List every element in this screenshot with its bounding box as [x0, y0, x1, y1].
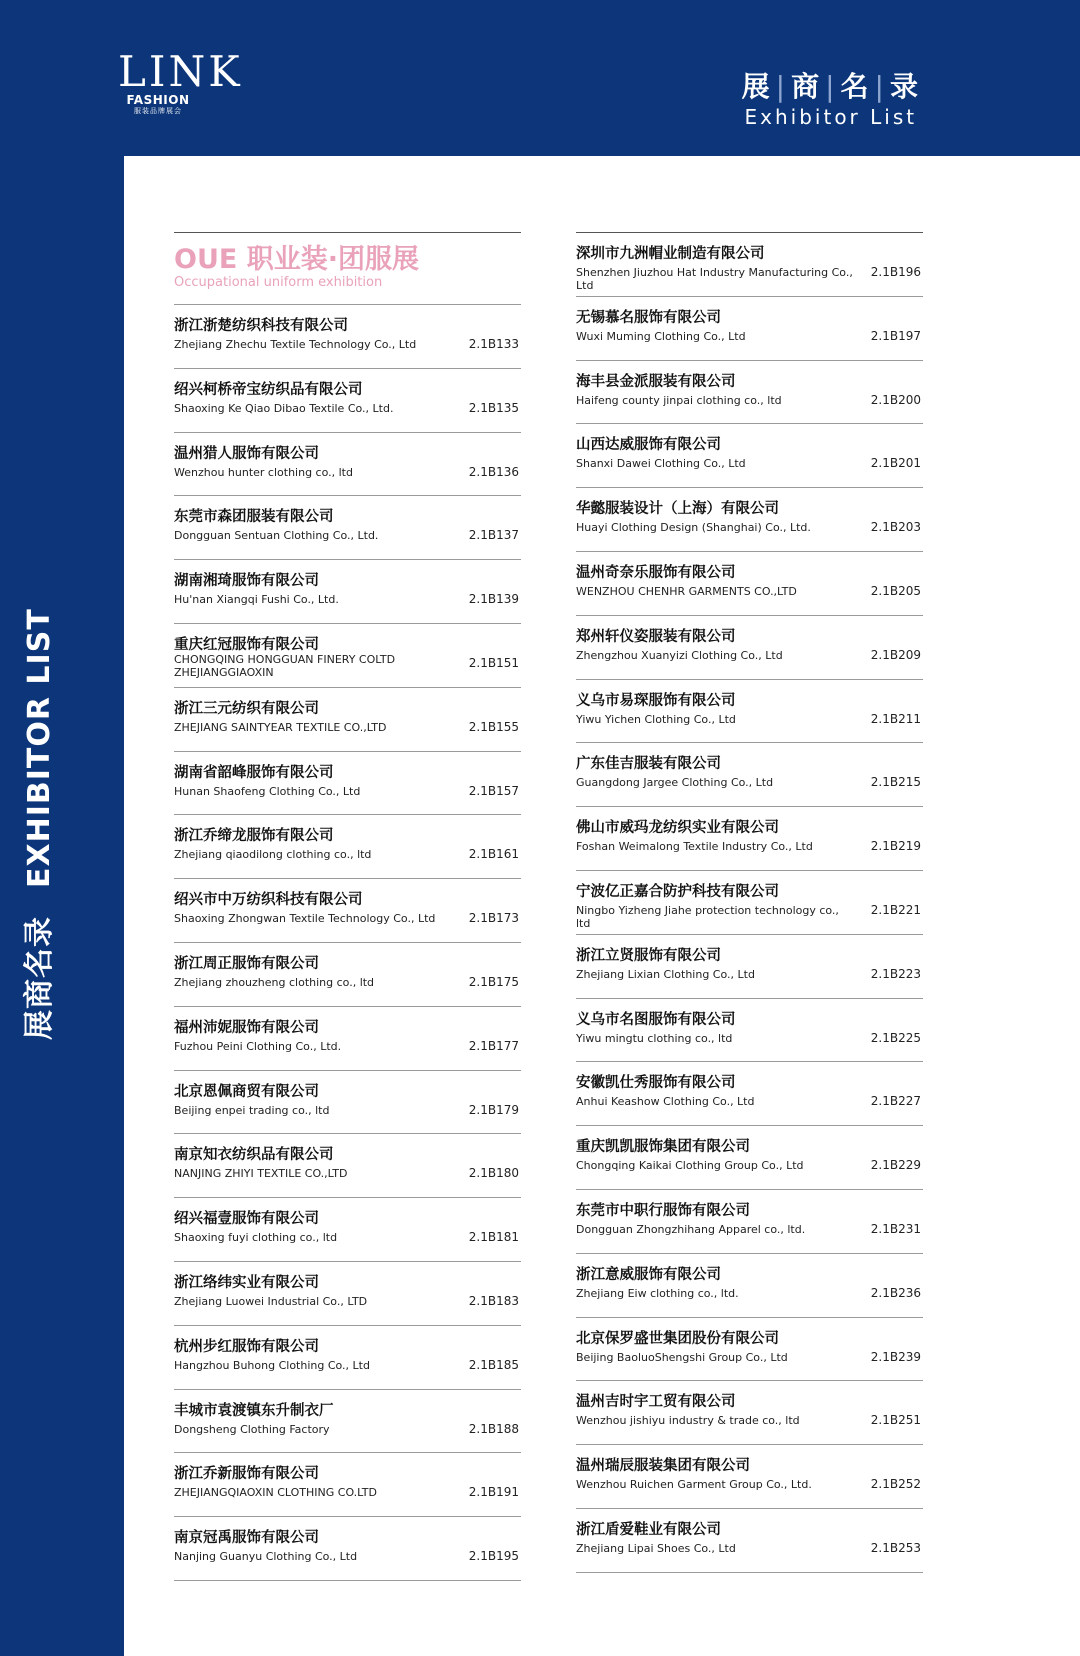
- exhibitor-name-zh: 浙江周正服饰有限公司: [174, 955, 319, 972]
- exhibitor-name-en: Wenzhou hunter clothing co., ltd: [174, 465, 353, 479]
- booth-number: 2.1B177: [468, 1038, 519, 1053]
- booth-number: 2.1B227: [870, 1094, 921, 1109]
- exhibitor-name-zh: 丰城市袁渡镇东升制衣厂: [174, 1402, 334, 1419]
- exhibitor-entry: [576, 1254, 923, 1318]
- booth-number: 2.1B139: [468, 592, 519, 607]
- exhibitor-name-en: Huayi Clothing Design (Shanghai) Co., Ltd.: [576, 521, 811, 535]
- exhibitor-entry: [576, 1318, 923, 1382]
- booth-number: 2.1B185: [468, 1357, 519, 1372]
- exhibitor-entry: [174, 815, 521, 879]
- booth-number: 2.1B223: [870, 966, 921, 981]
- exhibitor-name-en: Zhejiang zhouzheng clothing co., ltd: [174, 975, 375, 989]
- exhibitor-name-zh: 浙江意威服饰有限公司: [576, 1266, 721, 1283]
- booth-number: 2.1B181: [468, 1230, 519, 1245]
- exhibitor-entry: [576, 424, 923, 488]
- exhibitor-entry: [576, 871, 923, 935]
- booth-number: 2.1B195: [468, 1549, 519, 1564]
- exhibitor-name-en: Yiwu mingtu clothing co., ltd: [576, 1031, 733, 1045]
- exhibitor-name-en: Guangdong Jargee Clothing Co., Ltd: [576, 776, 774, 790]
- exhibitor-name-en: Shaoxing Zhongwan Textile Technology Co., Ltd: [174, 912, 436, 926]
- exhibitor-name-en: Beijing enpei trading co., ltd: [174, 1103, 330, 1117]
- side-label-zh: 展商名录: [22, 916, 57, 1040]
- right-exhibitor-column: [576, 232, 923, 1573]
- exhibitor-name-en: Yiwu Yichen Clothing Co., Ltd: [576, 712, 736, 726]
- exhibitor-name-en: Zhengzhou Xuanyizi Clothing Co., Ltd: [576, 648, 783, 662]
- title-separator: |: [874, 70, 886, 103]
- page-header: [742, 70, 920, 130]
- exhibitor-name-zh: 郑州轩仪姿服装有限公司: [576, 628, 736, 645]
- exhibitor-entry: [576, 1062, 923, 1126]
- exhibitor-name-en: Shaoxing fuyi clothing co., ltd: [174, 1231, 338, 1245]
- link-fashion-logo: [118, 47, 243, 122]
- exhibitor-entry: [576, 616, 923, 680]
- exhibitor-name-en: WENZHOU CHENHR GARMENTS CO.,LTD: [576, 584, 797, 598]
- exhibitor-name-zh: 重庆红冠服饰有限公司: [174, 636, 319, 653]
- exhibitor-name-zh: 湖南湘琦服饰有限公司: [174, 573, 319, 590]
- exhibitor-name-en: Hunan Shaofeng Clothing Co., Ltd: [174, 784, 361, 798]
- exhibitor-entry: [174, 1134, 521, 1198]
- exhibitor-name-zh: 华懿服装设计（上海）有限公司: [576, 501, 779, 518]
- exhibitor-entry: [576, 1381, 923, 1445]
- exhibitor-name-zh: 浙江立贤服饰有限公司: [576, 947, 721, 964]
- exhibitor-entry: [576, 807, 923, 871]
- booth-number: 2.1B239: [870, 1349, 921, 1364]
- exhibitor-name-zh: 北京保罗盛世集团股份有限公司: [576, 1330, 779, 1347]
- exhibitor-entry: [174, 1262, 521, 1326]
- title-separator: |: [825, 70, 837, 103]
- booth-number: 2.1B200: [870, 392, 921, 407]
- exhibitor-name-en: Foshan Weimalong Textile Industry Co., Ltd: [576, 840, 813, 854]
- booth-number: 2.1B221: [870, 902, 921, 917]
- exhibitor-name-zh: 东莞市森团服装有限公司: [174, 509, 334, 526]
- exhibitor-entry: [576, 743, 923, 807]
- header-title-zh: [742, 70, 920, 104]
- exhibitor-name-zh: 北京恩佩商贸有限公司: [174, 1083, 319, 1100]
- exhibitor-name-zh: 浙江盾爱鞋业有限公司: [576, 1521, 721, 1538]
- exhibitor-name-zh: 安徽凯仕秀服饰有限公司: [576, 1075, 736, 1092]
- exhibitor-name-en: Zhejiang Luowei Industrial Co., LTD: [174, 1294, 368, 1308]
- exhibitor-name-en: Zhejiang Zhechu Textile Technology Co., Ltd: [174, 338, 417, 351]
- exhibitor-name-zh: 浙江乔缔龙服饰有限公司: [174, 828, 334, 845]
- exhibitor-name-zh: 温州猎人服饰有限公司: [174, 445, 319, 462]
- title-char: 名: [840, 70, 871, 103]
- exhibitor-name-zh: 深圳市九洲帽业制造有限公司: [576, 246, 765, 262]
- exhibitor-name-en: Hangzhou Buhong Clothing Co., Ltd: [174, 1358, 370, 1372]
- exhibitor-entry: [576, 233, 923, 297]
- exhibitor-name-en: Wuxi Muming Clothing Co., Ltd: [576, 329, 746, 343]
- exhibitor-entry: [576, 552, 923, 616]
- exhibitor-name-en: Zhejiang Lipai Shoes Co., Ltd: [576, 1541, 736, 1555]
- exhibitor-entry: [576, 680, 923, 744]
- exhibitor-name-zh: 浙江乔新服饰有限公司: [174, 1466, 319, 1483]
- exhibitor-name-zh: 宁波亿正嘉合防护科技有限公司: [576, 883, 779, 900]
- booth-number: 2.1B133: [468, 337, 519, 351]
- booth-number: 2.1B253: [870, 1540, 921, 1555]
- exhibitor-name-en: Shenzhen Jiuzhou Hat Industry Manufacturing Co., Ltd: [576, 266, 853, 292]
- exhibitor-entry: [174, 433, 521, 497]
- booth-number: 2.1B225: [870, 1030, 921, 1045]
- exhibitor-name-en: Shaoxing Ke Qiao Dibao Textile Co., Ltd.: [174, 401, 394, 415]
- exhibitor-entry: [174, 1517, 521, 1581]
- exhibitor-name-zh: 绍兴市中万纺织科技有限公司: [174, 892, 363, 909]
- title-char: 商: [791, 70, 822, 103]
- exhibitor-name-en: Beijing BaoluoShengshi Group Co., Ltd: [576, 1350, 788, 1364]
- header-title-en: Exhibitor List: [744, 105, 918, 129]
- logo-word: FASHION: [126, 93, 190, 107]
- logo-subtitle: 服装品牌展会: [134, 107, 182, 115]
- exhibitor-name-zh: 温州奇奈乐服饰有限公司: [576, 564, 736, 581]
- booth-number: 2.1B219: [870, 839, 921, 854]
- booth-number: 2.1B205: [870, 583, 921, 598]
- exhibitor-name-en: Fuzhou Peini Clothing Co., Ltd.: [174, 1039, 342, 1053]
- exhibitor-name-en: Wenzhou Ruichen Garment Group Co., Ltd.: [576, 1478, 812, 1492]
- booth-number: 2.1B173: [468, 911, 519, 926]
- title-char: 录: [889, 70, 920, 103]
- category-title-zh: OUE 职业装·团服展: [174, 244, 419, 275]
- exhibitor-name-zh: 义乌市名图服饰有限公司: [576, 1011, 736, 1028]
- side-label: [14, 608, 58, 1040]
- category-heading: [174, 233, 521, 305]
- exhibitor-name-en: Shanxi Dawei Clothing Co., Ltd: [576, 457, 746, 471]
- exhibitor-name-zh: 义乌市易琛服饰有限公司: [576, 692, 736, 709]
- booth-number: 2.1B136: [468, 464, 519, 479]
- exhibitor-name-en: NANJING ZHIYI TEXTILE CO.,LTD: [174, 1167, 348, 1181]
- exhibitor-entry: [174, 369, 521, 433]
- exhibitor-name-zh: 东莞市中职行服饰有限公司: [576, 1202, 750, 1219]
- exhibitor-name-en: Zhejiang Lixian Clothing Co., Ltd: [576, 967, 755, 981]
- booth-number: 2.1B251: [870, 1413, 921, 1428]
- exhibitor-name-en: Dongsheng Clothing Factory: [174, 1422, 330, 1436]
- booth-number: 2.1B179: [468, 1102, 519, 1117]
- booth-number: 2.1B215: [870, 775, 921, 790]
- booth-number: 2.1B252: [870, 1477, 921, 1492]
- exhibitor-entry: [174, 752, 521, 816]
- exhibitor-name-zh: 南京知衣纺织品有限公司: [174, 1147, 334, 1164]
- exhibitor-name-en: Hu'nan Xiangqi Fushi Co., Ltd.: [174, 593, 339, 607]
- booth-number: 2.1B161: [468, 847, 519, 862]
- exhibitor-entry: [174, 879, 521, 943]
- exhibitor-entry: [174, 624, 521, 688]
- booth-number: 2.1B188: [468, 1421, 519, 1436]
- exhibitor-entry: [174, 688, 521, 752]
- exhibitor-name-en: Dongguan Zhongzhihang Apparel co., ltd.: [576, 1222, 806, 1236]
- exhibitor-entry: [174, 496, 521, 560]
- exhibitor-entry: [174, 560, 521, 624]
- booth-number: 2.1B157: [468, 783, 519, 798]
- exhibitor-name-zh: 绍兴福壹服饰有限公司: [174, 1211, 319, 1228]
- exhibitor-name-en: Dongguan Sentuan Clothing Co., Ltd.: [174, 529, 379, 543]
- exhibitor-entry: [576, 999, 923, 1063]
- exhibitor-name-en: Ningbo Yizheng Jiahe protection technology co., ltd: [576, 903, 839, 930]
- exhibitor-name-en: Chongqing Kaikai Clothing Group Co., Ltd: [576, 1159, 804, 1173]
- booth-number: 2.1B201: [870, 456, 921, 471]
- exhibitor-name-zh: 杭州步红服饰有限公司: [174, 1338, 319, 1355]
- exhibitor-entry: [576, 1445, 923, 1509]
- exhibitor-entry: [174, 1453, 521, 1517]
- exhibitor-name-en: Anhui Keashow Clothing Co., Ltd: [576, 1095, 755, 1109]
- category-title-en: Occupational uniform exhibition: [174, 275, 383, 290]
- exhibitor-entry: [174, 305, 521, 369]
- exhibitor-entry: [174, 1198, 521, 1262]
- exhibitor-entry: [174, 1390, 521, 1454]
- exhibitor-entry: [174, 1326, 521, 1390]
- exhibitor-name-en: Zhejiang Eiw clothing co., ltd.: [576, 1286, 739, 1300]
- exhibitor-name-en: Wenzhou jishiyu industry & trade co., ltd: [576, 1414, 800, 1428]
- exhibitor-entry: [576, 361, 923, 425]
- booth-number: 2.1B180: [468, 1166, 519, 1181]
- exhibitor-name-en: ZHEJIANG SAINTYEAR TEXTILE CO.,LTD: [174, 720, 387, 734]
- exhibitor-name-zh: 浙江三元纺织有限公司: [174, 700, 319, 717]
- booth-number: 2.1B229: [870, 1158, 921, 1173]
- exhibitor-name-zh: 广东佳吉服装有限公司: [576, 756, 721, 773]
- exhibitor-name-zh: 湖南省韶峰服饰有限公司: [174, 764, 334, 781]
- exhibitor-entry: [576, 1509, 923, 1573]
- exhibitor-name-zh: 浙江络纬实业有限公司: [174, 1274, 319, 1291]
- booth-number: 2.1B175: [468, 974, 519, 989]
- logo-mark: LINK: [118, 47, 243, 96]
- exhibitor-entry: [174, 1071, 521, 1135]
- title-separator: |: [775, 70, 788, 103]
- exhibitor-name-zh: 山西达威服饰有限公司: [576, 437, 721, 454]
- exhibitor-entry: [576, 1190, 923, 1254]
- booth-number: 2.1B183: [468, 1293, 519, 1308]
- left-exhibitor-column: [174, 232, 521, 1581]
- exhibitor-name-en: ZHEJIANGQIAOXIN CLOTHING CO.LTD: [174, 1486, 377, 1500]
- exhibitor-entry: [174, 943, 521, 1007]
- booth-number: 2.1B211: [870, 711, 921, 726]
- title-char: 展: [741, 70, 772, 103]
- booth-number: 2.1B209: [870, 647, 921, 662]
- booth-number: 2.1B151: [468, 655, 519, 670]
- exhibitor-name-zh: 无锡慕名服饰有限公司: [576, 309, 721, 326]
- exhibitor-name-zh: 绍兴柯桥帝宝纺织品有限公司: [174, 381, 363, 398]
- booth-number: 2.1B191: [468, 1485, 519, 1500]
- exhibitor-name-zh: 温州瑞辰服装集团有限公司: [576, 1458, 750, 1475]
- exhibitor-name-en: CHONGQING HONGGUAN FINERY COLTD ZHEJIANGGIAOXIN: [174, 652, 396, 679]
- exhibitor-entry: [576, 488, 923, 552]
- exhibitor-name-zh: 浙江浙楚纺织科技有限公司: [174, 318, 348, 334]
- side-label-en: EXHIBITOR LIST: [22, 608, 57, 888]
- booth-number: 2.1B155: [468, 719, 519, 734]
- exhibitor-name-zh: 佛山市威玛龙纺织实业有限公司: [576, 820, 779, 837]
- exhibitor-name-zh: 海丰县金派服装有限公司: [576, 373, 736, 390]
- booth-number: 2.1B196: [870, 265, 921, 279]
- exhibitor-entry: [576, 297, 923, 361]
- exhibitor-entry: [576, 1126, 923, 1190]
- exhibitor-name-zh: 福州沛妮服饰有限公司: [174, 1019, 319, 1036]
- exhibitor-name-en: Haifeng county jinpai clothing co., ltd: [576, 393, 782, 407]
- exhibitor-name-en: Nanjing Guanyu Clothing Co., Ltd: [174, 1550, 358, 1564]
- exhibitor-entry: [174, 1007, 521, 1071]
- booth-number: 2.1B236: [870, 1285, 921, 1300]
- booth-number: 2.1B135: [468, 400, 519, 415]
- exhibitor-name-zh: 南京冠禹服饰有限公司: [174, 1530, 319, 1547]
- booth-number: 2.1B197: [870, 328, 921, 343]
- booth-number: 2.1B231: [870, 1221, 921, 1236]
- exhibitor-name-en: Zhejiang qiaodilong clothing co., ltd: [174, 848, 372, 862]
- booth-number: 2.1B203: [870, 520, 921, 535]
- exhibitor-entry: [576, 935, 923, 999]
- booth-number: 2.1B137: [468, 528, 519, 543]
- exhibitor-name-zh: 温州吉时宇工贸有限公司: [576, 1394, 736, 1411]
- exhibitor-name-zh: 重庆凯凯服饰集团有限公司: [576, 1139, 750, 1156]
